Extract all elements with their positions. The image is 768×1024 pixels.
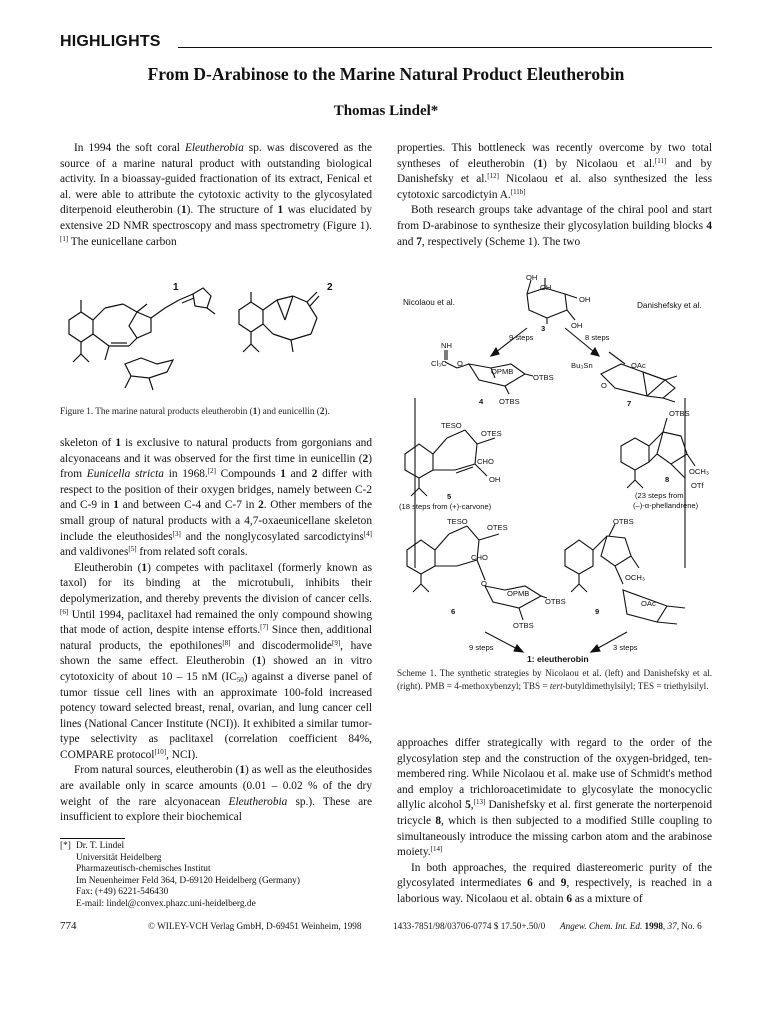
c7-o: O — [601, 381, 607, 390]
c6-cho: CHO — [471, 553, 488, 562]
c5-otes: OTES — [481, 429, 502, 438]
c3-oh-1: OH — [526, 273, 538, 282]
footnote-lines — [76, 841, 300, 911]
footnote-line: Universität Heidelberg — [76, 852, 162, 863]
c4-opmb: OPMB — [491, 367, 514, 376]
footnote-line: Fax: (+49) 6221-546430 — [76, 887, 169, 898]
issn-line: 1433-7851/98/03706-0774 $ 17.50+.50/0 — [393, 921, 546, 931]
figure-label-compound-1: 1 — [173, 282, 179, 293]
label-danishefsky: Danishefsky et al. — [637, 301, 702, 310]
c8-note-2: (–)-α-phellandrene) — [633, 501, 699, 510]
c4-otbs-2: OTBS — [499, 397, 520, 406]
c9-oac: OAc — [641, 599, 656, 608]
c8-otbs: OTBS — [669, 409, 690, 418]
c4-o: O — [457, 359, 463, 368]
section-label: HIGHLIGHTS — [60, 33, 161, 50]
c7-number: 7 — [627, 399, 632, 408]
c7-oac: OAc — [631, 361, 646, 370]
eunicellin-structure — [239, 292, 319, 352]
c5-number: 5 — [447, 492, 452, 501]
author-footnote — [60, 838, 360, 911]
journal-issue: , No. 6 — [676, 921, 702, 931]
page-number: 774 — [60, 920, 77, 932]
footnote-line: Im Neuenheimer Feld 364, D-69120 Heidelberg (Germany) — [76, 875, 300, 886]
c5-note: (18 steps from (+)-carvone) — [399, 502, 492, 511]
c8-note-1: (23 steps from — [635, 491, 684, 500]
body-paragraph: skeleton of 1 is exclusive to natural products from gorgonians and alcyonaceans and it was observed for the first time in eunicellin (2) from Eunicella stricta in 1968.[2] Compounds 1 and 2 differ with respect to the position of their oxygen bridges, namely between C-2 and C-9 in 1 and between C-4 and C-7 in 2. Other members of the small group of natural products with a 4,7-oxaeunicellane skeleton include the eleuthosides[3] and the nonglycosylated sarcodictyins[4] and valdivones[5] from related soft corals. — [60, 437, 372, 559]
arrow-label-9-to-1: 3 steps — [613, 643, 638, 652]
body-paragraph: Eleutherobin (1) competes with paclitaxel (formerly known as taxol) for its binding at the microtubuli, inhibits their depolymerization, and thereby prevents the division of cancer cells.[6] Until 1994, paclitaxel had remained the only compound showing that mode of action, despite intense efforts.[7] Since then, additional natural products, the epothilones[8] and discodermolide[9], have shown the same effect. Eleutherobin (1) showed an in vitro cytotoxicity of about 10 – 15 nM $(IC_{50})$ against a diverse panel of tumor tissue cell lines with an approximate 100-fold increased potency toward selected breast, renal, ovarian, and lung cancer cell lines (National Cancer Institute (NCI)). It exhibited a similar tumor-type selectivity as paclitaxel (correlation coefficient 84%, COMPARE protocol[10], NCI). — [60, 561, 373, 761]
journal-volume: 37 — [667, 921, 677, 931]
body-right-bottom — [397, 736, 712, 908]
footnote-line: Dr. T. Lindel — [76, 841, 125, 851]
footnote-email[interactable]: E-mail: lindel@convex.phazc.uni-heidelberg.de — [76, 898, 256, 909]
c3-oh-3: OH — [579, 295, 591, 304]
c4-number: 4 — [479, 397, 484, 406]
scheme-1 — [395, 268, 715, 666]
product-label: 1: eleutherobin — [527, 654, 589, 664]
c4-nh: NH — [441, 341, 452, 350]
journal-citation: Angew. Chem. Int. Ed. 1998, 37, No. 6 — [560, 921, 702, 931]
footnote-rule — [60, 838, 125, 839]
publisher-line: © WILEY-VCH Verlag GmbH, D-69451 Weinheim, 1998 — [148, 921, 362, 931]
article-author: Thomas Lindel* — [333, 103, 439, 119]
footnote-mark: [*] — [60, 841, 71, 851]
c7-bu3sn: Bu₃Sn — [571, 361, 593, 370]
c5-teso: TESO — [441, 421, 462, 430]
compound-3-structure — [527, 278, 577, 324]
compound-7-structure — [601, 352, 677, 402]
header-rule — [178, 47, 712, 48]
c6-number: 6 — [451, 607, 456, 616]
c3-oh-2: OH — [540, 283, 552, 292]
scheme-1-caption: Scheme 1. The synthetic strategies by Nicolaou et al. (left) and Danishefsky et al. (right). PMB = 4-methoxybenzyl; TBS = tert-butyldimethylsilyl; TES = triethylsilyl. — [397, 668, 712, 691]
journal-year: 1998 — [644, 921, 663, 931]
label-nicolaou: Nicolaou et al. — [403, 298, 455, 307]
arrow-label-3-to-7: 8 steps — [585, 333, 610, 342]
compound-6-structure — [407, 526, 547, 620]
figure-1-caption: Figure 1. The marine natural products eleutherobin (1) and eunicellin (2). — [60, 406, 330, 416]
c6-otbs-1: OTBS — [545, 597, 566, 606]
c9-otbs: OTBS — [613, 517, 634, 526]
c5-oh: OH — [489, 475, 501, 484]
compound-8-structure — [621, 418, 695, 488]
c8-number: 8 — [665, 475, 670, 484]
c8-och3: OCH₃ — [689, 467, 709, 476]
c3-number: 3 — [541, 324, 546, 333]
article-title: From D-Arabinose to the Marine Natural Product Eleutherobin — [147, 64, 625, 84]
c4-cl3c: Cl₃C — [431, 359, 447, 368]
body-paragraph: In 1994 the soft coral Eleutherobia sp. was discovered as the source of a marine natural product with outstanding biological activity. In a bioassay-guided fractionation of its extract, Fenical et al. were able to attribute the cytotoxic activity to the glycosylated diterpenoid eleutherobin (1). The structure of 1 was elucidated by extensive 2D NMR spectroscopy and mass spectrometry (Figure 1).[1] The eunicellane carbon — [60, 142, 372, 248]
c8-otf: OTf — [691, 481, 704, 490]
footnote-line: Pharmazeutisch-chemisches Institut — [76, 864, 211, 875]
arrow-label-6-to-1: 9 steps — [469, 643, 494, 652]
body-paragraph: In both approaches, the required diastereomeric purity of the glycosylated intermediates 6 and 9, respectively, is reached in a laborious way. Nicolaou et al. obtain 6 as a mixture of — [397, 861, 712, 905]
body-paragraph: Both research groups take advantage of the chiral pool and start from D-arabinose to synthesize their glycosylation building blocks 4 and 7, respectively (Scheme 1). The two — [397, 204, 712, 248]
c6-otes: OTES — [487, 523, 508, 532]
section-header — [60, 33, 712, 53]
body-paragraph: approaches differ strategically with regard to the order of the glycosylation step and the construction of the oxygen-bridged, ten-membered ring. While Nicolaou et al. make use of Schmidt's method and employ a trichloroacetimidate to glycosylate the monocyclic allylic alcohol 5,[13] Danishefsky et al. first generate the norterpenoid tricycle 8, which is then subjected to a modified Stille coupling to simultaneously introduce the missing carbon atom and the arabinose moiety.[14] — [397, 737, 712, 859]
c9-number: 9 — [595, 607, 600, 616]
figure-1-structures — [55, 268, 375, 396]
figure-label-compound-2: 2 — [327, 282, 333, 293]
c3-oh-4: OH — [571, 321, 583, 330]
body-paragraph: From natural sources, eleutherobin (1) as well as the eleuthosides are available only in scarce amounts (0.01 – 0.02 % of the dry weight of the rare alcyonacean Eleutherobia sp.). These are insufficient to explore their biochemical — [60, 764, 372, 824]
c6-opmb: OPMB — [507, 589, 530, 598]
journal-name: Angew. Chem. Int. Ed. — [560, 921, 643, 931]
c4-otbs-1: OTBS — [533, 373, 554, 382]
body-paragraph: properties. This bottleneck was recently overcome by two total syntheses of eleutherobin (1) by Nicolaou et al.[11] and by Danishefsky et al.[12] Nicolaou et al. also synthesized the less cytotoxic sarcodictyin A.[11b] — [397, 142, 712, 201]
arrow-label-3-to-4: 9 steps — [509, 333, 534, 342]
body-left-top — [60, 141, 372, 250]
body-right-top — [397, 141, 712, 250]
body-left-bottom — [60, 436, 372, 826]
c6-otbs-2: OTBS — [513, 621, 534, 630]
eleutherobin-structure — [69, 288, 215, 390]
c6-teso: TESO — [447, 517, 468, 526]
compound-4-structure — [445, 350, 533, 394]
c5-cho: CHO — [477, 457, 494, 466]
c6-o: O — [481, 579, 487, 588]
c9-och3: OCH₃ — [625, 573, 645, 582]
